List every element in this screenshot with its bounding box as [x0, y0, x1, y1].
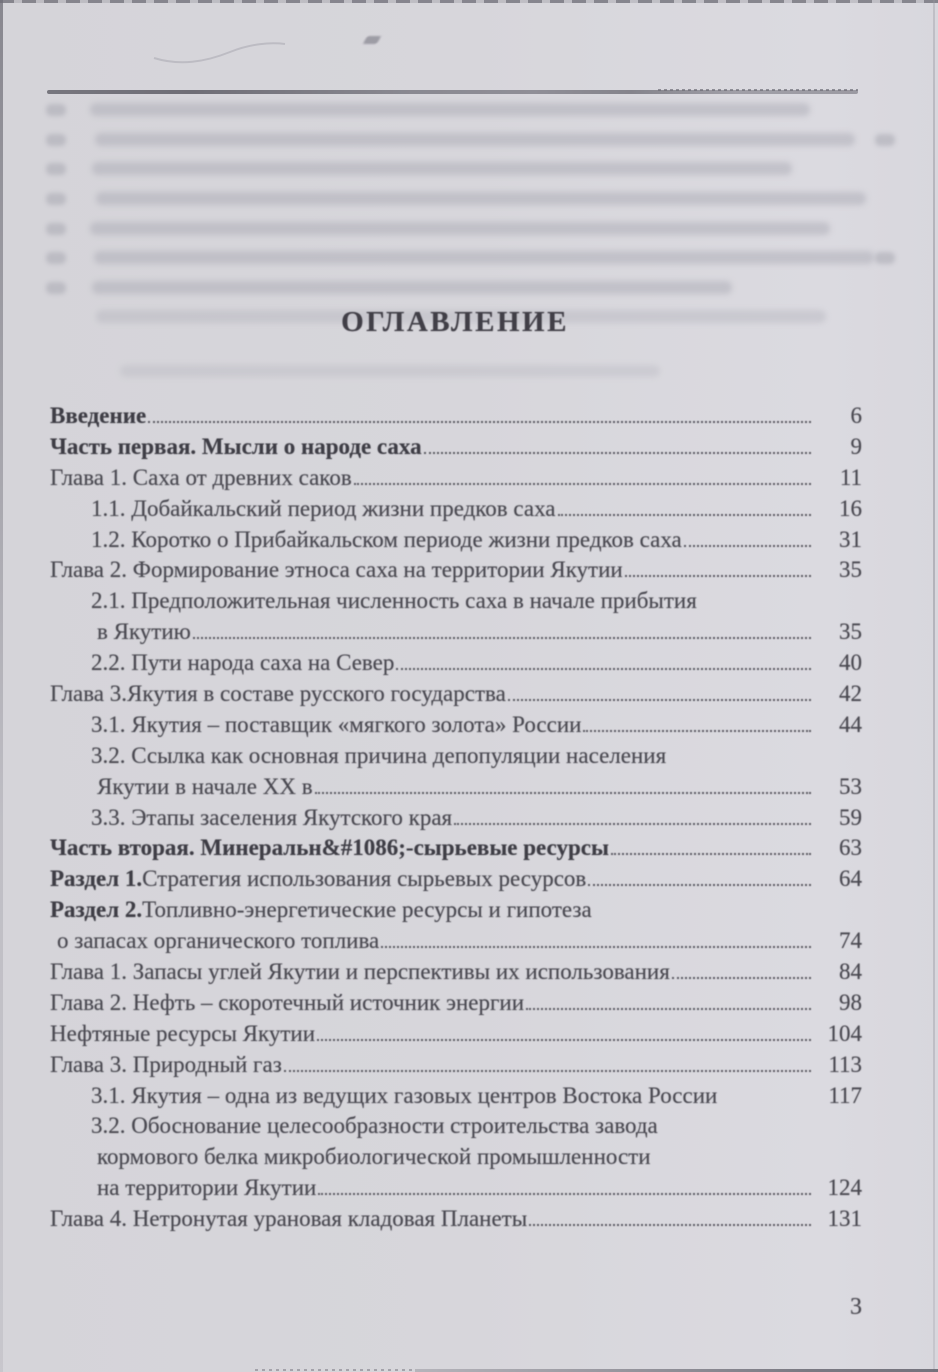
toc-entry-page-number: 6	[850, 403, 862, 428]
toc-entry-title: Глава 1. Саха от древних саков	[50, 464, 352, 490]
dot-leader	[193, 637, 811, 639]
toc-entry	[50, 926, 862, 957]
toc-entry-page-number: 64	[839, 866, 862, 892]
ghost-page-number	[46, 223, 66, 235]
toc-entry-page-number: 11	[839, 464, 862, 490]
toc-entry	[50, 895, 862, 926]
toc-entry-title: 3.2. Ссылка как основная причина депопуляции населения	[91, 742, 667, 768]
toc-entry	[50, 803, 862, 834]
toc-entry-page-number: 35	[839, 557, 862, 583]
toc-entry-page-number: 35	[839, 619, 862, 645]
dot-leader	[508, 699, 811, 701]
dot-leader	[583, 730, 811, 732]
toc-entry	[50, 833, 862, 864]
toc-entry	[50, 648, 862, 679]
toc-entry-title: в Якутию	[97, 619, 191, 645]
toc-entry-title: 2.1. Предположительная численность саха в начале прибытия	[91, 588, 697, 614]
toc-entry-page-number: 44	[839, 711, 862, 737]
scratch-mark	[150, 28, 330, 68]
toc-entry	[50, 710, 862, 741]
toc-entry	[50, 864, 862, 895]
ghost-text-line	[92, 162, 792, 175]
ghost-text-line	[96, 192, 866, 205]
toc-entry-title: Топливно-энергетические ресурсы и гипотеза	[142, 897, 592, 923]
scan-edge-right	[933, 0, 935, 1372]
dot-leader	[526, 1008, 811, 1010]
toc-entry	[50, 772, 862, 803]
toc-entry	[50, 1142, 862, 1173]
toc-entry	[50, 586, 862, 617]
toc-entry	[50, 679, 862, 710]
toc-entry-title: 3.1. Якутия – одна из ведущих газовых центров Востока России	[91, 1082, 718, 1108]
dot-leader	[315, 792, 811, 794]
dot-leader	[396, 668, 811, 670]
toc-entry-title: Глава 1. Запасы углей Якутии и перспективы их использования	[50, 959, 670, 985]
toc-entry-page-number: 84	[839, 959, 862, 985]
dot-leader	[454, 823, 811, 825]
ghost-page-number	[46, 193, 66, 205]
ghost-page-number	[875, 252, 895, 264]
ghost-page-number	[875, 134, 895, 146]
toc-entry-title-bold: Часть вторая. Минеральн&#1086;-сырьевые ресурсы	[50, 835, 609, 861]
dot-leader	[318, 1193, 811, 1195]
dot-leader	[317, 1039, 811, 1041]
toc-entry	[50, 1019, 862, 1050]
toc-entry-title: 3.1. Якутия – поставщик «мягкого золота» России	[91, 711, 582, 737]
toc-entry-page-number: 131	[827, 1206, 862, 1232]
toc-entry-title: Глава 3. Природный газ	[50, 1051, 282, 1077]
toc-entry-title-bold: Раздел 2.	[50, 897, 143, 923]
dot-leader	[381, 946, 811, 948]
dot-leader	[148, 421, 811, 423]
toc-entry-title-bold: Введение	[50, 403, 147, 428]
toc-entry-page-number: 98	[839, 989, 862, 1015]
ghost-text-line	[95, 133, 855, 146]
toc-entry	[50, 988, 862, 1019]
toc-entry-title: Стратегия использования сырьевых ресурсов	[142, 866, 587, 892]
toc-entry-title: 1.2. Коротко о Прибайкальском периоде жизни предков саха	[91, 526, 682, 552]
toc-entry	[50, 1204, 862, 1235]
ghost-text-line	[90, 103, 810, 116]
ghost-text-line	[120, 365, 660, 377]
dot-leader	[588, 884, 811, 886]
scan-edge-bottom-dots	[255, 1369, 415, 1371]
toc-entry-title: кормового белка микробиологической промышленности	[97, 1144, 651, 1170]
toc-entry-title: 3.2. Обоснование целесообразности строительства завода	[91, 1113, 658, 1139]
toc-list	[50, 401, 862, 1235]
toc-title: ОГЛАВЛЕНИЕ	[341, 306, 569, 338]
dot-leader	[672, 977, 811, 979]
toc-entry-page-number: 9	[850, 433, 862, 459]
toc-entry	[50, 525, 862, 556]
dot-leader	[424, 452, 811, 454]
toc-entry-title-bold: Раздел 1.	[50, 866, 143, 892]
toc-entry-page-number: 63	[839, 835, 862, 861]
toc-entry-page-number: 53	[839, 773, 862, 799]
toc-entry	[50, 1173, 862, 1204]
page-number: 3	[850, 1294, 862, 1320]
toc-entry-title: Глава 4. Нетронутая урановая кладовая Планеты	[50, 1206, 528, 1232]
dot-leader	[558, 514, 811, 516]
toc-entry	[50, 957, 862, 988]
ghost-text-line	[90, 222, 830, 235]
toc-entry-page-number: 117	[828, 1082, 862, 1108]
ghost-page-number	[46, 163, 66, 175]
toc-entry-page-number: 31	[839, 526, 862, 552]
ghost-text-line	[92, 281, 732, 294]
toc-entry-title: Глава 2. Нефть – скоротечный источник энергии	[50, 989, 525, 1015]
dot-leader	[529, 1224, 811, 1226]
toc-entry	[50, 1111, 862, 1142]
toc-entry	[50, 463, 862, 494]
header-rule-line	[47, 90, 858, 94]
toc-entry-page-number: 42	[839, 681, 862, 707]
toc-entry-page-number: 40	[839, 650, 862, 676]
toc-entry	[50, 741, 862, 772]
ink-speck	[363, 36, 382, 44]
ghost-text-line	[94, 251, 874, 264]
toc-entry-page-number: 16	[839, 495, 862, 521]
toc-entry-title: Глава 3.Якутия в составе русского государства	[50, 681, 506, 707]
toc-entry-page-number: 124	[827, 1175, 862, 1201]
toc-entry-page-number: 113	[828, 1051, 862, 1077]
scan-edge-top	[0, 0, 938, 3]
ghost-page-number	[46, 104, 66, 116]
toc-entry-title: 3.3. Этапы заселения Якутского края	[91, 804, 453, 830]
toc-entry-title: на территории Якутии	[97, 1175, 317, 1201]
toc-entry	[50, 401, 862, 432]
toc-entry-title: 1.1. Добайкальский период жизни предков саха	[91, 495, 556, 521]
ghost-page-number	[46, 282, 66, 294]
dot-leader	[284, 1070, 811, 1072]
ghost-page-number	[46, 134, 66, 146]
toc-entry	[50, 617, 862, 648]
toc-entry-title: 2.2. Пути народа саха на Север	[91, 650, 395, 676]
dot-leader	[684, 545, 811, 547]
toc-entry-page-number: 104	[827, 1020, 862, 1046]
toc-entry	[50, 432, 862, 463]
toc-entry-page-number: 74	[839, 928, 862, 954]
toc-entry-title: о запасах органического топлива	[57, 928, 380, 954]
toc-entry-title: Глава 2. Формирование этноса саха на территории Якутии	[50, 557, 623, 583]
ghost-page-number	[46, 252, 66, 264]
toc-entry	[50, 1081, 862, 1112]
toc-entry-title-bold: Часть первая. Мысли о народе саха	[50, 433, 422, 459]
dot-leader	[354, 483, 811, 485]
dot-leader	[625, 575, 811, 577]
toc-entry-title: Нефтяные ресурсы Якутии	[50, 1020, 316, 1046]
toc-entry-page-number: 59	[839, 804, 862, 830]
toc-entry-title: Якутии в начале XX в	[97, 773, 313, 799]
scan-edge-left	[0, 0, 3, 1372]
toc-entry	[50, 555, 862, 586]
toc-entry	[50, 494, 862, 525]
toc-entry	[50, 1050, 862, 1081]
dot-leader	[611, 853, 811, 855]
